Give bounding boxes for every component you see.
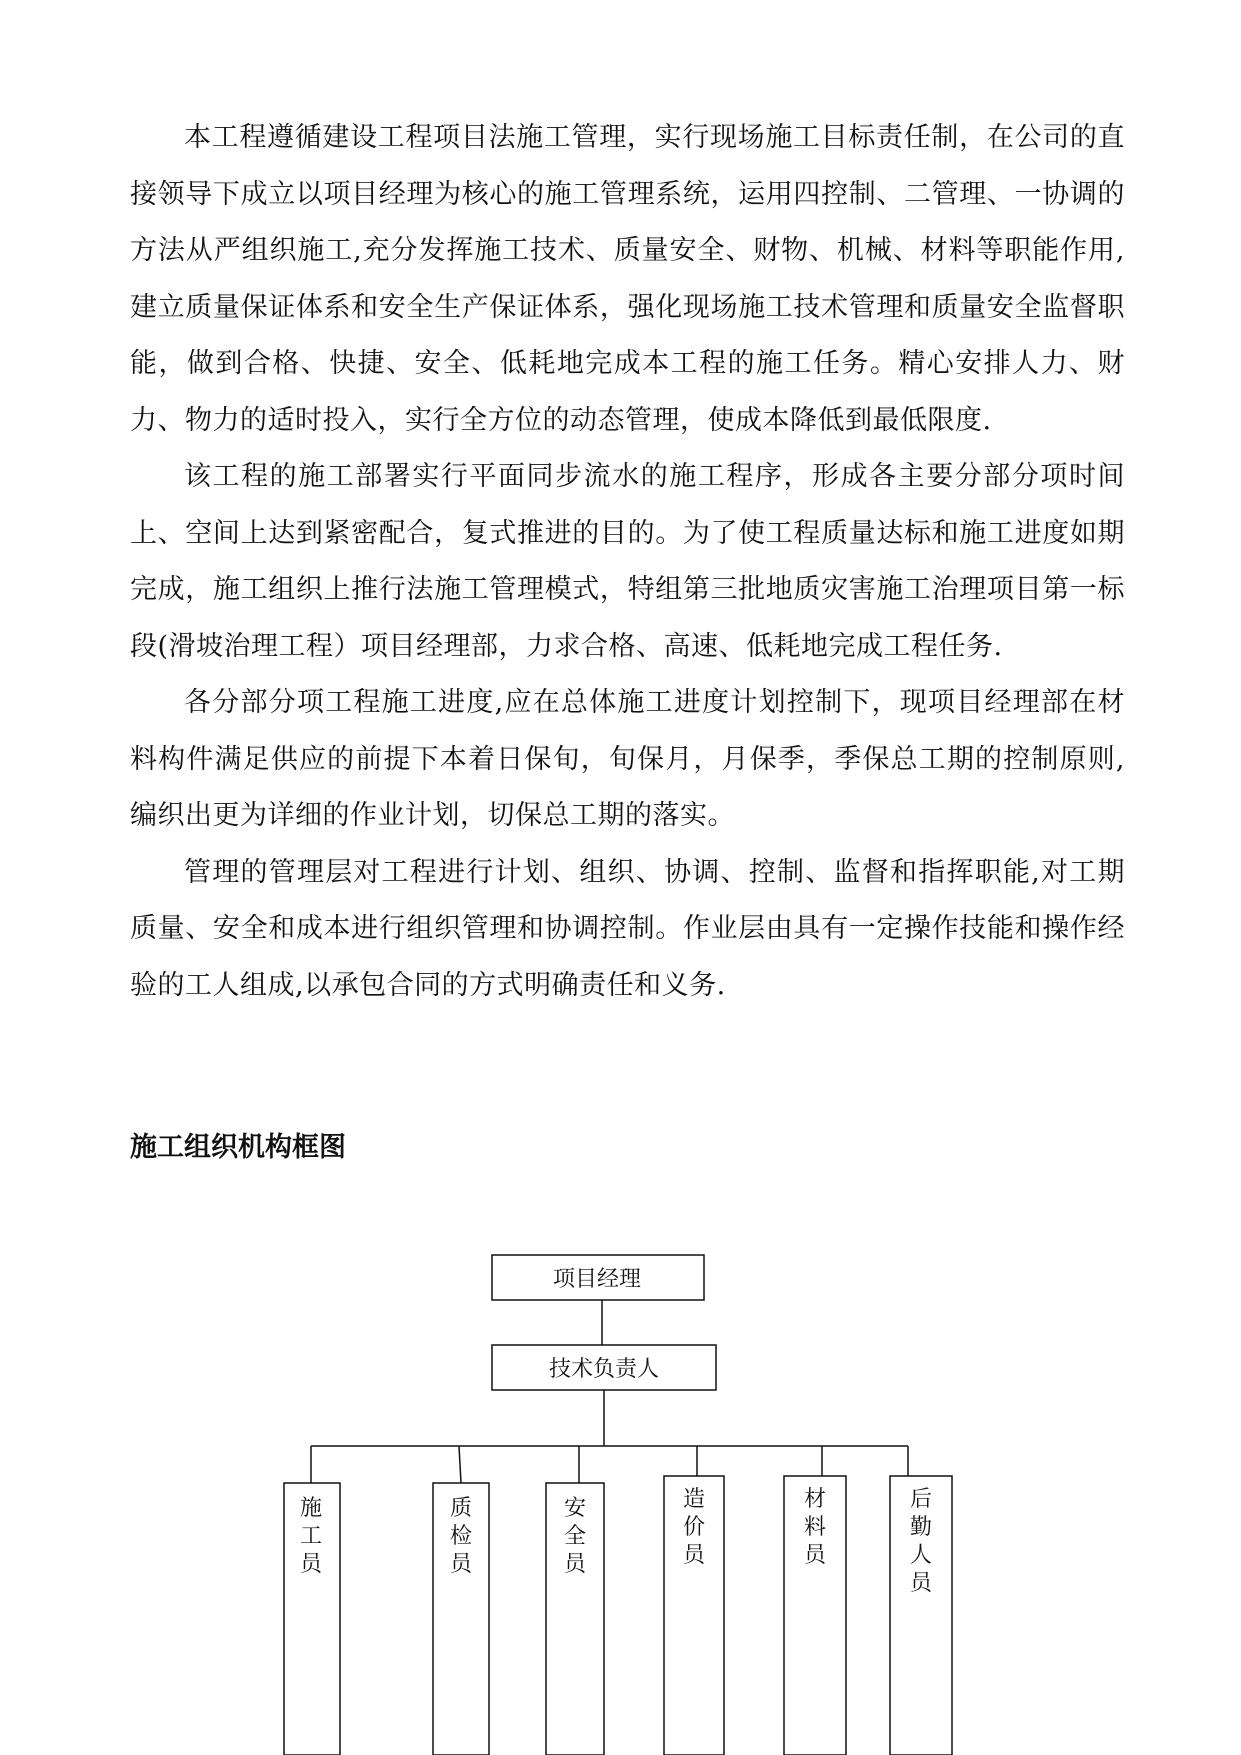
org-role-char: 价 [682, 1515, 706, 1540]
org-role-char: 勤 [909, 1515, 933, 1540]
org-role-char: 员 [563, 1552, 587, 1577]
org-role-char: 人 [909, 1543, 933, 1568]
org-role-char: 员 [909, 1571, 933, 1596]
org-role-char: 员 [299, 1552, 323, 1577]
org-role-char: 后 [909, 1487, 933, 1512]
org-label-technical-lead: 技术负责人 [548, 1357, 660, 1382]
section-heading: 施工组织机构框图 [130, 1132, 346, 1163]
org-role-char: 员 [682, 1543, 706, 1568]
paragraph-3: 各分部分项工程施工进度,应在总体施工进度计划控制下，现项目经理部在材料构件满足供应的前提下本着日保旬，旬保月，月保季，季保总工期的控制原则,编织出更为详细的作业计划，切保总工期的落实。 [130, 687, 1125, 831]
org-role-char: 员 [803, 1543, 827, 1568]
paragraph-1: 本工程遵循建设工程项目法施工管理，实行现场施工目标责任制，在公司的直接领导下成立以项目经理为核心的施工管理系统，运用四控制、二管理、一协调的方法从严组织施工,充分发挥施工技术、质量安全、财物、机械、材料等职能作用,建立质量保证体系和安全生产保证体系，强化现场施工技术管理和质量安全监督职能，做到合格、快捷、安全、低耗地完成本工程的施工任务。精心安排人力、财力、物力的适时投入，实行全方位的动态管理，使成本降低到最低限度. [130, 122, 1125, 436]
org-connector [459, 1446, 461, 1483]
org-role-char: 质 [449, 1496, 473, 1521]
org-role-char: 员 [449, 1552, 473, 1577]
org-role-char: 施 [299, 1496, 323, 1521]
org-label-project-manager: 项目经理 [552, 1267, 642, 1292]
org-role-char: 全 [563, 1524, 587, 1549]
org-role-char: 工 [299, 1524, 323, 1549]
org-role-char: 材 [803, 1487, 827, 1512]
org-role-char: 安 [563, 1496, 587, 1521]
org-role-char: 检 [449, 1524, 473, 1549]
org-role-char: 造 [682, 1487, 706, 1512]
paragraph-2: 该工程的施工部署实行平面同步流水的施工程序，形成各主要分部分项时间上、空间上达到紧密配合，复式推进的目的。为了使工程质量达标和施工进度如期完成，施工组织上推行法施工管理模式，特组第三批地质灾害施工治理项目第一标段(滑坡治理工程）项目经理部，力求合格、高速、低耗地完成工程任务. [130, 461, 1125, 662]
paragraph-4: 管理的管理层对工程进行计划、组织、协调、控制、监督和指挥职能,对工期质量、安全和成本进行组织管理和协调控制。作业层由具有一定操作技能和操作经验的工人组成,以承包合同的方式明确责任和义务. [130, 856, 1125, 1001]
org-role-char: 料 [803, 1515, 827, 1540]
